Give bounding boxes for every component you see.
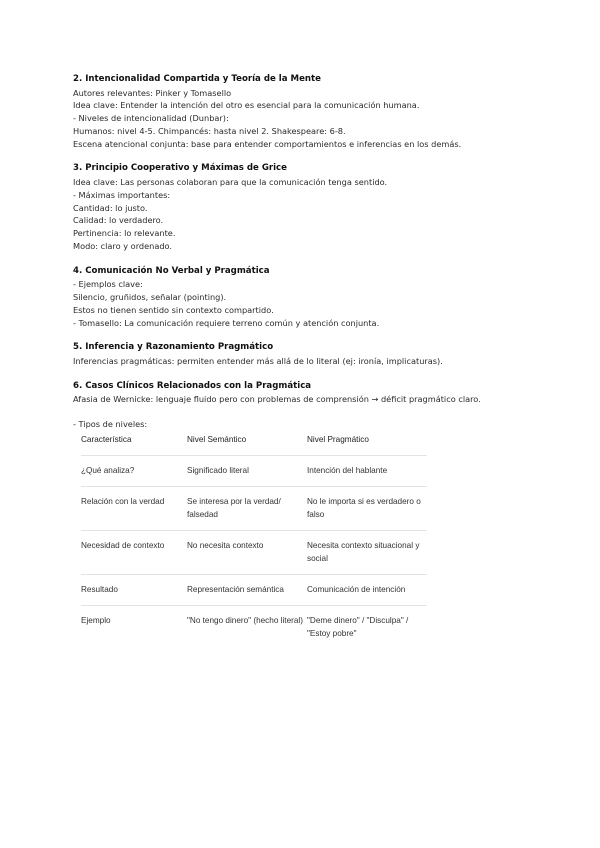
- levels-table: [81, 433, 427, 649]
- section-line: Cantidad: lo justo.: [73, 202, 148, 213]
- section-line: - Máximas importantes:: [73, 189, 171, 200]
- table-row: [81, 575, 427, 606]
- table-header-row: [81, 433, 427, 456]
- cell-nivel-semantico: Representación semántica: [187, 575, 307, 606]
- cell-caracteristica: Resultado: [81, 575, 187, 606]
- table-row: [81, 531, 427, 575]
- cell-nivel-pragmatico: Comunicación de intención: [307, 575, 427, 606]
- section-line: Humanos: nivel 4-5. Chimpancés: hasta nivel 2. Shakespeare: 6-8.: [73, 125, 346, 136]
- section-title: 5. Inferencia y Razonamiento Pragmático: [73, 342, 274, 353]
- section-5: [73, 341, 543, 367]
- cell-nivel-pragmatico: Intención del hablante: [307, 456, 427, 487]
- section-line: - Niveles de intencionalidad (Dunbar):: [73, 113, 229, 124]
- section-line: Escena atencional conjunta: base para entender comportamientos e inferencias en los demás.: [73, 138, 462, 149]
- section-title: 3. Principio Cooperativo y Máximas de Grice: [73, 163, 287, 174]
- section-4: [73, 265, 543, 330]
- cell-nivel-semantico: "No tengo dinero" (hecho literal): [187, 616, 303, 626]
- cell-caracteristica: Necesidad de contexto: [81, 531, 187, 575]
- cell-nivel-semantico: Significado literal: [187, 456, 307, 487]
- cell-caracteristica: ¿Qué analiza?: [81, 456, 187, 487]
- document-page: [73, 73, 543, 649]
- section-line: - Tomasello: La comunicación requiere terreno común y atención conjunta.: [73, 317, 380, 328]
- section-6: [73, 380, 543, 406]
- section-line: Estos no tienen sentido sin contexto compartido.: [73, 304, 274, 315]
- table-row: [81, 456, 427, 487]
- section-line: Idea clave: Entender la intención del otro es esencial para la comunicación humana.: [73, 100, 420, 111]
- table-row: [81, 487, 427, 531]
- table-body: [81, 456, 427, 650]
- section-line: Afasia de Wernicke: lenguaje fluido pero con problemas de comprensión → déficit pragmático claro.: [73, 394, 481, 405]
- section-line: Inferencias pragmáticas: permiten entender más allá de lo literal (ej: ironía, implicaturas).: [73, 355, 443, 366]
- cell-nivel-pragmatico: No le importa si es verdadero o falso: [307, 487, 427, 531]
- section-line: Silencio, gruñidos, señalar (pointing).: [73, 292, 227, 303]
- cell-caracteristica: Relación con la verdad: [81, 487, 187, 531]
- section-line: Calidad: lo verdadero.: [73, 215, 164, 226]
- cell-nivel-semantico: Se interesa por la verdad/ falsedad: [187, 487, 307, 531]
- section-title: 6. Casos Clínicos Relacionados con la Pragmática: [73, 380, 312, 391]
- section-title: 4. Comunicación No Verbal y Pragmática: [73, 265, 270, 276]
- table-row: [81, 606, 427, 650]
- sections-container: [73, 73, 543, 406]
- section-line: Idea clave: Las personas colaboran para que la comunicación tenga sentido.: [73, 176, 388, 187]
- section-3: [73, 162, 543, 252]
- header-caracteristica: Característica: [81, 433, 187, 456]
- cell-caracteristica: Ejemplo: [81, 616, 111, 626]
- cell-nivel-semantico: No necesita contexto: [187, 531, 307, 575]
- section-line: - Ejemplos clave:: [73, 279, 143, 290]
- cell-nivel-pragmatico: "Deme dinero" / "Disculpa" / "Estoy pobre": [307, 616, 409, 639]
- tipos-label: - Tipos de niveles:: [73, 419, 148, 430]
- section-line: Autores relevantes: Pinker y Tomasello: [73, 87, 232, 98]
- section-title: 2. Intencionalidad Compartida y Teoría de la Mente: [73, 74, 321, 84]
- header-nivel-semantico: Nivel Semántico: [187, 433, 307, 456]
- section-line: Pertinencia: lo relevante.: [73, 228, 176, 239]
- section-2: [73, 73, 543, 150]
- header-nivel-pragmatico: Nivel Pragmático: [307, 433, 427, 456]
- cell-nivel-pragmatico: Necesita contexto situacional y social: [307, 531, 427, 575]
- section-line: Modo: claro y ordenado.: [73, 240, 173, 251]
